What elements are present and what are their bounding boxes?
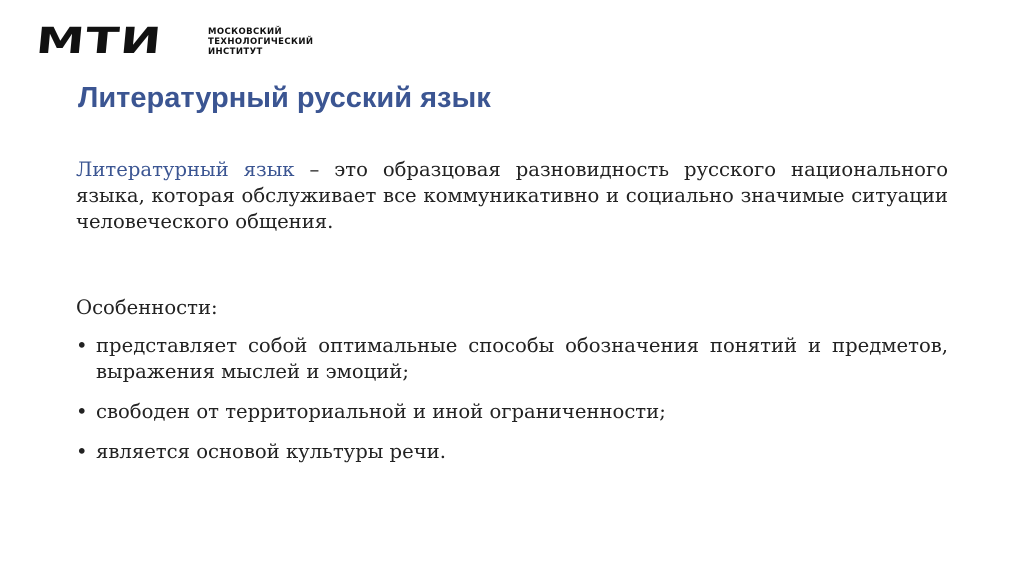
bullet-icon: • [76, 334, 88, 357]
bullet-icon: • [76, 440, 88, 463]
features-heading: Особенности: [76, 296, 218, 319]
list-item [76, 333, 948, 385]
logo-line-1: МОСКОВСКИЙ [208, 27, 282, 37]
logo-line-3: ИНСТИТУТ [208, 47, 263, 57]
list-item-text: является основой культуры речи. [96, 440, 446, 463]
definition-paragraph [76, 157, 948, 235]
list-item-text: представляет собой оптимальные способы обозначения понятий и предметов, выражения мыслей и эмоций; [96, 334, 948, 383]
features-list [76, 333, 948, 465]
definition-text: – это образцовая разновидность русского национального языка, которая обслуживает все коммуникативно и социально значимые ситуации человеческого общения. [76, 158, 949, 233]
list-item-text: свободен от территориальной и иной ограниченности; [96, 400, 666, 423]
logo-line-2: ТЕХНОЛОГИЧЕСКИЙ [208, 37, 314, 47]
list-item [76, 439, 948, 465]
logo-mark: МТИ [34, 21, 165, 62]
institute-logo [36, 22, 313, 62]
bullet-icon: • [76, 400, 88, 423]
slide-title: Литературный русский язык [78, 82, 491, 114]
definition-term: Литературный язык [76, 158, 295, 181]
slide-body [76, 157, 948, 479]
list-item [76, 399, 948, 425]
